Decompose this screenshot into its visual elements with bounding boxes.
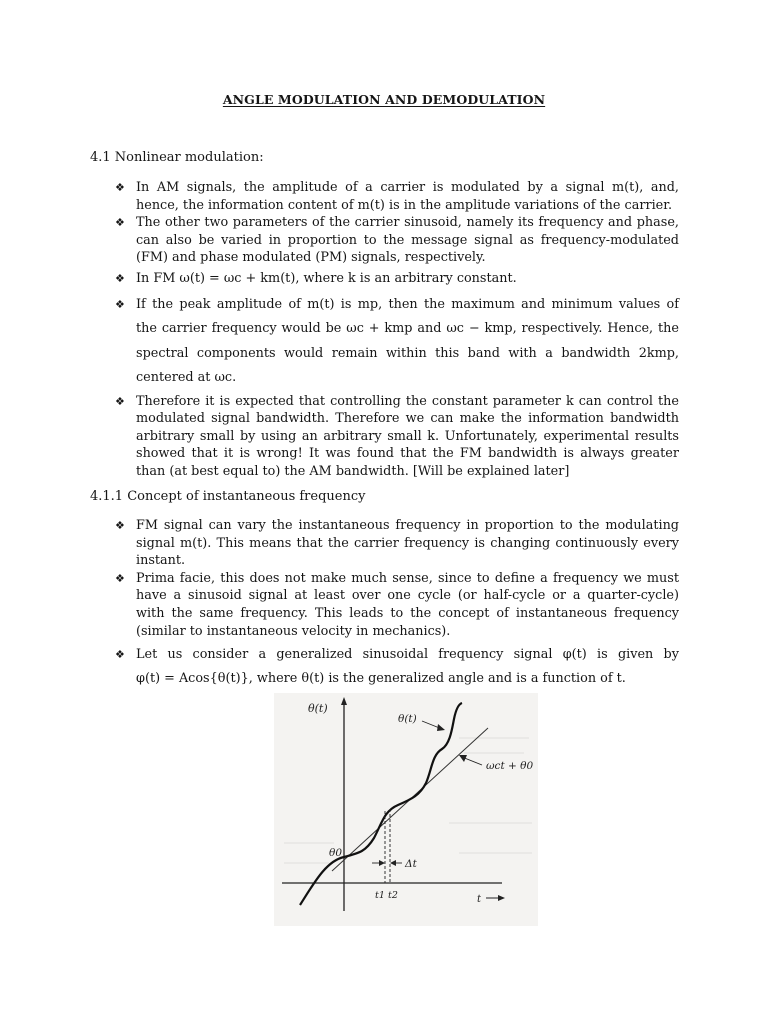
diamond-bullet-icon: ❖ xyxy=(115,297,125,311)
text-fragment: is the generalized angle and is a function of t. xyxy=(324,671,626,687)
text-fragment: Let us consider a generalized sinusoidal frequency signal xyxy=(136,647,563,663)
text-line xyxy=(136,270,679,288)
text-line: FM signal can vary the instantaneous frequency in proportion to the modulating xyxy=(136,518,679,533)
theta-symbol: θ(t) xyxy=(301,671,325,687)
text-line: In AM signals, the amplitude of a carrier is modulated by a signal m(t), and, xyxy=(136,180,679,195)
text-fragment: If the peak amplitude of m(t) is xyxy=(136,296,358,312)
text-line: (FM) and phase modulated (PM) signals, respectively. xyxy=(136,250,486,266)
text-fragment: , respectively. Hence, the xyxy=(512,321,679,337)
text-line xyxy=(136,342,679,367)
text-line: showed that it is wrong! It was found that the FM bandwidth is always greater xyxy=(136,446,679,462)
y-axis-label: θ(t) xyxy=(308,702,328,715)
bullet-am-signals xyxy=(115,179,679,214)
figure-svg xyxy=(274,693,538,926)
t1-label: t1 xyxy=(375,890,385,901)
text-fragment: is given by xyxy=(586,647,679,663)
diamond-bullet-icon: ❖ xyxy=(115,216,125,230)
tangent-line-label: ωct + θ0 xyxy=(486,760,534,772)
curve-label: θ(t) xyxy=(398,713,417,725)
text-fragment: , where k is an arbitrary constant. xyxy=(295,270,517,286)
text-line: signal m(t). This means that the carrier frequency is changing continuously every xyxy=(136,535,679,551)
bullet-bandwidth-control xyxy=(115,393,679,481)
text-line: (similar to instantaneous velocity in mechanics). xyxy=(136,623,451,639)
diamond-bullet-icon: ❖ xyxy=(115,519,125,532)
section-heading-instantaneous-frequency: 4.1.1 Concept of instantaneous frequency xyxy=(90,489,366,504)
text-line: instant. xyxy=(136,553,186,569)
text-line xyxy=(136,643,679,667)
x-axis-label-arrow-icon xyxy=(498,895,505,901)
bullet-other-parameters xyxy=(115,214,679,267)
phi-symbol: φ(t) xyxy=(562,647,587,663)
fm-frequency-equation: ω(t) = ωc + km(t) xyxy=(179,270,296,286)
center-frequency-symbol: ωc xyxy=(214,370,233,386)
text-line: The other two parameters of the carrier sinusoid, namely its frequency and phase, xyxy=(136,215,679,231)
text-line: Prima facie, this does not make much sense, since to define a frequency we must xyxy=(136,570,679,586)
diamond-bullet-icon: ❖ xyxy=(115,571,125,585)
text-line: arbitrary small by using an arbitrary small k. Unfortunately, experimental results xyxy=(136,428,679,444)
text-line: modulated signal bandwidth. Therefore we can make the information bandwidth xyxy=(136,411,679,427)
text-line xyxy=(136,667,679,691)
text-line: hence, the information content of m(t) is in the amplitude variations of the carrier. xyxy=(136,197,673,213)
peak-amplitude-symbol: mp xyxy=(357,296,379,312)
delta-t-right-arrow-icon xyxy=(390,860,396,866)
curve-pointer-arrow-icon xyxy=(437,724,445,731)
bullet-fm-instantaneous xyxy=(115,517,679,570)
x-axis-label: t xyxy=(477,894,482,905)
text-fragment: . xyxy=(232,370,237,386)
diamond-bullet-icon: ❖ xyxy=(115,648,125,662)
bullet-list-instantaneous xyxy=(115,517,679,691)
text-line: with the same frequency. This leads to the concept of instantaneous frequency xyxy=(136,605,679,621)
bullet-fm-equation xyxy=(115,270,679,288)
text-fragment: , then the maximum and minimum values of xyxy=(378,296,679,312)
diamond-bullet-icon: ❖ xyxy=(115,394,125,408)
diamond-bullet-icon: ❖ xyxy=(115,271,125,285)
text-fragment: centered at xyxy=(136,370,215,386)
bullet-peak-amplitude xyxy=(115,293,679,391)
diamond-bullet-icon: ❖ xyxy=(115,181,125,194)
y-axis-arrow-icon xyxy=(341,697,347,705)
bullet-generalized-sinusoid xyxy=(115,643,679,691)
text-fragment: the carrier frequency would be xyxy=(136,321,347,337)
bullet-list-nonlinear xyxy=(115,179,679,481)
document-title: ANGLE MODULATION AND DEMODULATION xyxy=(222,92,546,107)
generalized-angle-figure xyxy=(274,693,538,926)
bandwidth-equation: 2kmp xyxy=(638,345,675,361)
theta-curve xyxy=(300,703,462,905)
t2-label: t2 xyxy=(388,890,398,901)
generalized-signal-equation: φ(t) = Acos{θ(t)} xyxy=(136,671,249,687)
max-frequency-equation: ωc + kmp xyxy=(346,321,413,337)
text-line xyxy=(136,366,679,391)
text-fragment: , xyxy=(674,345,679,361)
min-frequency-equation: ωc − kmp xyxy=(446,321,513,337)
text-line: have a sinusoid signal at least over one cycle (or half-cycle or a quarter-cycle) xyxy=(136,588,679,604)
text-fragment: and xyxy=(412,321,447,337)
text-fragment: In FM xyxy=(136,270,180,286)
text-fragment: , where xyxy=(248,671,302,687)
theta0-label: θ0 xyxy=(329,847,343,859)
text-line xyxy=(136,317,679,342)
delta-t-left-arrow-icon xyxy=(379,860,385,866)
text-fragment: spectral components would remain within this band with a bandwidth xyxy=(136,345,639,361)
section-heading-nonlinear-modulation: 4.1 Nonlinear modulation: xyxy=(90,150,264,165)
text-line: can also be varied in proportion to the message signal as frequency-modulated xyxy=(136,232,679,248)
bullet-prima-facie xyxy=(115,570,679,640)
text-line xyxy=(136,293,679,318)
delta-t-label: Δt xyxy=(405,858,417,870)
text-line: Therefore it is expected that controlling the constant parameter k can control the xyxy=(136,393,679,409)
text-line: than (at best equal to) the AM bandwidth. [Will be explained later] xyxy=(136,463,570,479)
